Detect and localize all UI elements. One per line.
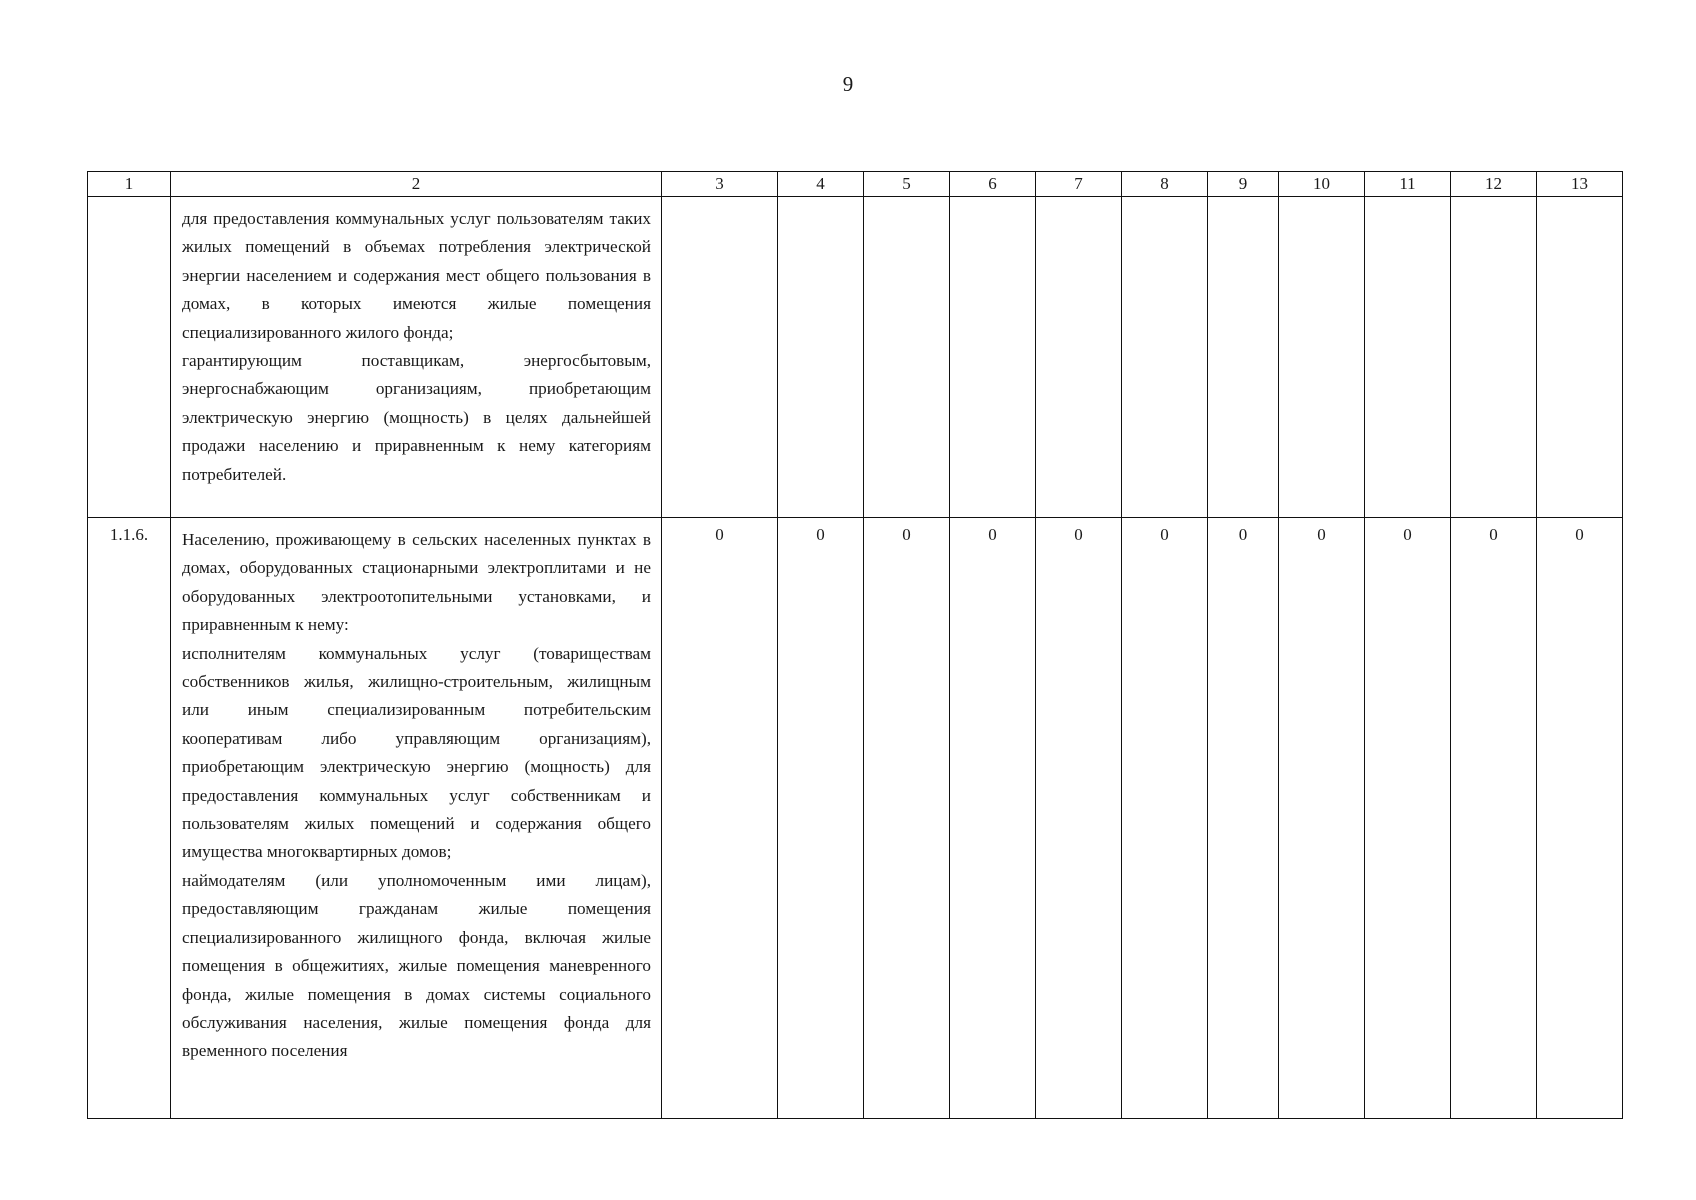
column-header: 11: [1365, 172, 1451, 197]
column-header: 6: [950, 172, 1036, 197]
value-cell: [1036, 197, 1122, 518]
row-code: [88, 197, 171, 518]
column-header: 5: [864, 172, 950, 197]
column-header: 4: [778, 172, 864, 197]
value-cell: 0: [778, 518, 864, 1119]
column-header: 8: [1122, 172, 1208, 197]
description-paragraph: Населению, проживающему в сельских населенных пунктах в домах, оборудованных стационарными электроплитами и не оборудованных электроотопительными установками, и приравненным к нему:: [182, 530, 651, 635]
tariff-table: [87, 171, 1623, 1119]
value-cell: [662, 197, 778, 518]
table-row: [88, 197, 1623, 518]
header-row: [88, 172, 1623, 197]
value-cell: [1208, 197, 1279, 518]
value-cell: [778, 197, 864, 518]
value-cell: [1365, 197, 1451, 518]
value-cell: 0: [662, 518, 778, 1119]
column-header: 1: [88, 172, 171, 197]
description-paragraph: исполнителям коммунальных услуг (товариществам собственников жилья, жилищно-строительным, жилищным или иным специализированным потребительским кооперативам либо управляющим организациям), приобретающим электрическую энергию (мощность) для предоставления коммунальных услуг собственникам и пользователям жилых помещений и содержания общего имущества многоквартирных домов;: [182, 643, 651, 862]
value-cell: 0: [1279, 518, 1365, 1119]
value-cell: [950, 197, 1036, 518]
value-cell: [1122, 197, 1208, 518]
value-cell: [1537, 197, 1623, 518]
column-header: 9: [1208, 172, 1279, 197]
value-cell: 0: [950, 518, 1036, 1119]
table-row: [88, 518, 1623, 1119]
description-paragraph: наймодателям (или уполномоченным ими лицам), предоставляющим гражданам жилые помещения специализированного жилищного фонда, включая жилые помещения в общежитиях, жилые помещения маневренного фонда, жилые помещения в домах системы социального обслуживания населения, жилые помещения фонда для временного поселения: [182, 870, 651, 1061]
value-cell: [1279, 197, 1365, 518]
column-header: 10: [1279, 172, 1365, 197]
value-cell: [1451, 197, 1537, 518]
description-paragraph: гарантирующим поставщикам, энергосбытовым, энергоснабжающим организациям, приобретающим электрическую энергию (мощность) в целях дальнейшей продажи населению и приравненным к нему категориям потребителей.: [182, 351, 651, 484]
description-paragraph: для предоставления коммунальных услуг пользователям таких жилых помещений в объемах потребления электрической энергии населением и содержания мест общего пользования в домах, в которых имеются жилые помещения специализированного жилого фонда;: [182, 209, 651, 342]
row-description: [171, 518, 662, 1119]
row-code: 1.1.6.: [88, 518, 171, 1119]
column-header: 13: [1537, 172, 1623, 197]
value-cell: 0: [864, 518, 950, 1119]
column-header: 12: [1451, 172, 1537, 197]
value-cell: 0: [1365, 518, 1451, 1119]
value-cell: 0: [1122, 518, 1208, 1119]
value-cell: [864, 197, 950, 518]
column-header: 2: [171, 172, 662, 197]
page-number: 9: [842, 72, 854, 96]
value-cell: 0: [1537, 518, 1623, 1119]
row-description: [171, 197, 662, 518]
value-cell: 0: [1208, 518, 1279, 1119]
value-cell: 0: [1451, 518, 1537, 1119]
column-header: 7: [1036, 172, 1122, 197]
column-header: 3: [662, 172, 778, 197]
value-cell: 0: [1036, 518, 1122, 1119]
